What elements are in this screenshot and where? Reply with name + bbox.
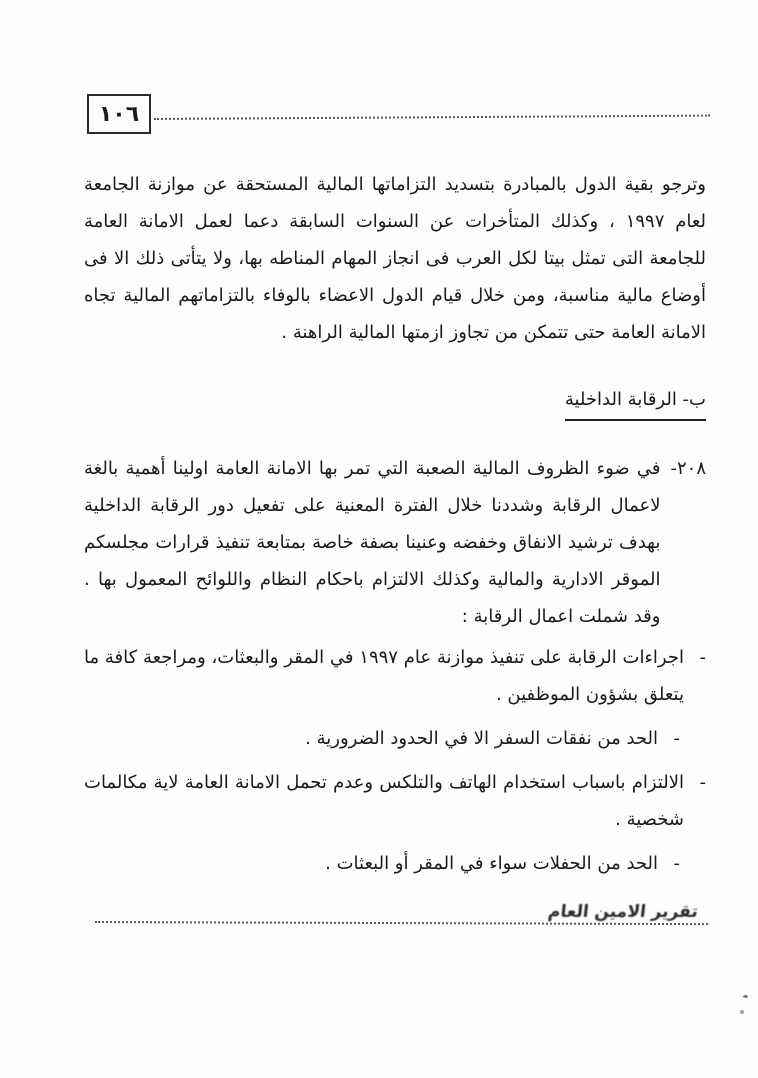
bullet-dash: - — [673, 853, 680, 874]
header-dotted-rule — [154, 115, 710, 120]
document-body — [84, 166, 706, 882]
item-text: في ضوء الظروف المالية الصعبة التي تمر بها الامانة العامة اولينا أهمية بالغة لاعمال الرقابة وشددنا خلال الفترة المعنية على تفعيل دور الرقابة الداخلية بهدف ترشيد الانفاق وخفضه وعنينا بصفة خاصة بمتابعة تنفيذ قرارات مجلسكم الموقر الادارية والمالية وكذلك الالتزام باحكام النظام واللوائح المعمول بها . وقد شملت اعمال الرقابة : — [84, 458, 661, 627]
bullet-dash: - — [673, 728, 680, 749]
bullet-list — [84, 639, 706, 882]
bullet-text: الحد من الحفلات سواء في المقر أو البعثات . — [325, 853, 658, 874]
list-item — [84, 720, 680, 757]
bullet-text: الالتزام باسباب استخدام الهاتف والتلكس وعدم تحمل الامانة العامة لاية مكالمات شخصية . — [84, 772, 684, 830]
intro-paragraph: وترجو بقية الدول بالمبادرة بتسديد التزاماتها المالية المستحقة عن موازنة الجامعة لعام ١٩٩٧ ، وكذلك المتأخرات عن السنوات السابقة دعما لعمل الامانة العامة للجامعة التى تمثل بيتا لكل العرب فى انجاز المهام المناطه بها، ولا يتأتى ذلك الا فى أوضاع مالية مناسبة، ومن خلال قيام الدول الاعضاء بالوفاء بالتزاماتهم المالية تجاه الامانة العامة حتى تتمكن من تجاوز ازمتها المالية الراهنة . — [84, 174, 706, 343]
page-number: ١٠٦ — [98, 101, 140, 127]
footer-stamp: تقرير الامين العام — [541, 902, 705, 922]
bullet-dash: - — [699, 772, 706, 793]
list-item — [84, 845, 680, 882]
numbered-item-208 — [84, 450, 706, 635]
page-number-box — [87, 94, 151, 134]
section-heading-text: ب- الرقابة الداخلية — [565, 389, 706, 421]
list-item — [84, 764, 706, 838]
bullet-text: الحد من نفقات السفر الا في الحدود الضرورية . — [305, 728, 658, 749]
bullet-text: اجراءات الرقابة على تنفيذ موازنة عام ١٩٩٧ في المقر والبعثات، ومراجعة كافة ما يتعلق بشؤون الموظفين . — [84, 647, 684, 705]
item-number: ٢٠٨- — [670, 458, 706, 479]
section-heading — [84, 381, 706, 418]
bullet-dash: - — [699, 647, 706, 668]
scan-artifact — [740, 1010, 744, 1014]
scan-artifact — [743, 995, 748, 998]
list-item — [84, 639, 706, 713]
